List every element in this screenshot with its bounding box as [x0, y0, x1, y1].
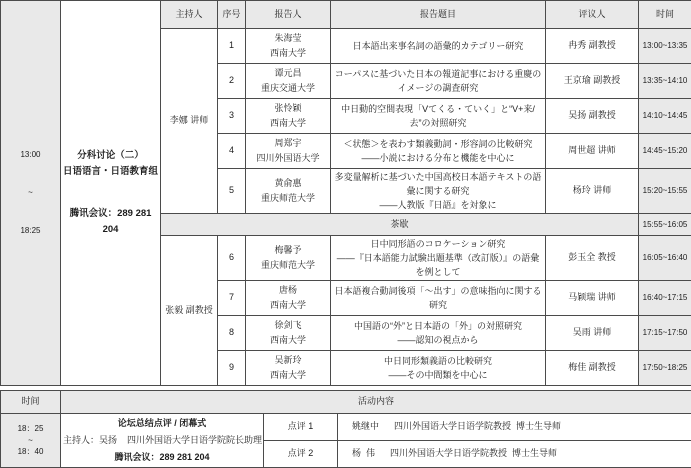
session-title: 分科讨论（二）	[63, 148, 158, 164]
seq-cell: 8	[218, 316, 246, 351]
title-cell	[331, 316, 546, 351]
closing-host-line: 主持人：吴扬 四川外国语大学日语学院院长助理	[63, 432, 261, 449]
presenter-affiliation: 西南大学	[248, 46, 328, 61]
presenter-affiliation: 重庆师范大学	[248, 191, 328, 206]
schedule-header-row	[1, 1, 691, 29]
presenter-cell	[246, 169, 331, 214]
seq-cell: 3	[218, 99, 246, 134]
presenter-affiliation: 重庆师范大学	[248, 258, 328, 273]
comment-person-1: 姚继中 四川外国语大学日语学院教授 博士生导师	[338, 414, 691, 441]
closing-time-tilde: ~	[3, 435, 58, 447]
presenter-affiliation: 西南大学	[248, 333, 328, 348]
closing-summary-cell	[61, 414, 264, 468]
host-cell-2: 张毅 副教授	[161, 236, 218, 386]
time-cell: 17:50~18:25	[639, 351, 691, 386]
presenter-cell	[246, 316, 331, 351]
presenter-cell	[246, 29, 331, 64]
seq-cell: 5	[218, 169, 246, 214]
presenter-name: 梅馨予	[248, 243, 328, 258]
session-meeting-id: 腾讯会议：289 281 204	[63, 206, 158, 238]
title-cell	[331, 236, 546, 281]
presenter-affiliation: 四川外国语大学	[248, 151, 328, 166]
presenter-cell	[246, 99, 331, 134]
session-time-tilde: ~	[3, 187, 58, 199]
closing-col-header-time: 时间	[1, 391, 61, 414]
time-cell: 15:20~15:55	[639, 169, 691, 214]
closing-meeting-id: 腾讯会议：289 281 204	[63, 449, 261, 466]
report-title: 日本語複合動詞後項「〜出す」の意味指向に関する研究	[333, 284, 543, 312]
comment-label-2: 点评 2	[264, 441, 338, 468]
time-cell: 17:15~17:50	[639, 316, 691, 351]
title-cell	[331, 64, 546, 99]
presenter-cell	[246, 64, 331, 99]
time-cell: 14:45~15:20	[639, 134, 691, 169]
seq-cell: 2	[218, 64, 246, 99]
time-cell: 13:00~13:35	[639, 29, 691, 64]
report-title: 中国語の“外”と日本語の「外」の対照研究	[333, 319, 543, 333]
col-header-reviewer: 评议人	[546, 1, 639, 29]
tea-break-time: 15:55~16:05	[639, 214, 691, 236]
report-title: 日中同形語のコロケーション研究	[333, 237, 543, 251]
presenter-cell	[246, 134, 331, 169]
title-cell	[331, 169, 546, 214]
presenter-name: 谭元昌	[248, 66, 328, 81]
seq-cell: 9	[218, 351, 246, 386]
seq-cell: 7	[218, 281, 246, 316]
col-header-host: 主持人	[161, 1, 218, 29]
report-title: ＜状態＞を表わす類義動詞・形容詞の比較研究	[333, 137, 543, 151]
reviewer-cell: 冉秀 副教授	[546, 29, 639, 64]
host-cell-1: 李娜 讲师	[161, 29, 218, 214]
reviewer-cell: 周世超 讲师	[546, 134, 639, 169]
col-header-time: 时间	[639, 1, 691, 29]
session-start-time: 13:00	[3, 149, 58, 161]
session-info-block	[61, 1, 161, 386]
col-header-title: 报告题目	[331, 1, 546, 29]
report-title: 中日動的空間表現「Vてくる・ていく」と“V+来/去”の対照研究	[333, 102, 543, 130]
presenter-name: 周郑宇	[248, 136, 328, 151]
report-subtitle: ——小説における分布と機能を中心に	[333, 151, 543, 165]
reviewer-cell: 吴雨 讲师	[546, 316, 639, 351]
seq-cell: 4	[218, 134, 246, 169]
reviewer-cell: 杨玲 讲师	[546, 169, 639, 214]
closing-time-block	[1, 414, 61, 468]
presenter-name: 唐杨	[248, 283, 328, 298]
report-title: コーパスに基づいた日本の報道記事における重慶のイメージの調査研究	[333, 67, 543, 95]
closing-table	[0, 390, 691, 468]
session-group: 日语语言・日语教育组	[63, 164, 158, 180]
time-cell: 13:35~14:10	[639, 64, 691, 99]
reviewer-cell: 梅佳 副教授	[546, 351, 639, 386]
closing-end-time: 18：40	[3, 446, 58, 458]
report-title: 日本語出来事名詞の語彙的カテゴリー研究	[333, 39, 543, 53]
col-header-presenter: 报告人	[246, 1, 331, 29]
presenter-name: 朱海莹	[248, 31, 328, 46]
title-cell	[331, 351, 546, 386]
comment-person-2: 杨 伟 四川外国语大学日语学院教授 博士生导师	[338, 441, 691, 468]
presenter-cell	[246, 236, 331, 281]
comment-label-1: 点评 1	[264, 414, 338, 441]
title-cell	[331, 134, 546, 169]
presenter-name: 吴新玲	[248, 353, 328, 368]
closing-start-time: 18：25	[3, 423, 58, 435]
closing-row-1	[1, 414, 691, 441]
report-title: 多変量解析に基づいた中国高校日本語テキストの語彙に関する研究	[333, 170, 543, 198]
reviewer-cell: 王京瑜 副教授	[546, 64, 639, 99]
presenter-affiliation: 西南大学	[248, 116, 328, 131]
presenter-name: 黄俞惠	[248, 176, 328, 191]
title-cell	[331, 29, 546, 64]
reviewer-cell: 彭玉全 教授	[546, 236, 639, 281]
report-subtitle: ——その中間類を中心に	[333, 368, 543, 382]
closing-col-header-content: 活动内容	[61, 391, 691, 414]
report-subtitle: ——認知の視点から	[333, 333, 543, 347]
time-cell: 16:05~16:40	[639, 236, 691, 281]
col-header-seq: 序号	[218, 1, 246, 29]
time-cell: 16:40~17:15	[639, 281, 691, 316]
seq-cell: 6	[218, 236, 246, 281]
report-subtitle: ——人教版『日語』を対象に	[333, 198, 543, 212]
presenter-affiliation: 西南大学	[248, 298, 328, 313]
reviewer-cell: 马颖瑞 讲师	[546, 281, 639, 316]
presenter-name: 张怜颖	[248, 101, 328, 116]
session-end-time: 18:25	[3, 225, 58, 237]
time-cell: 14:10~14:45	[639, 99, 691, 134]
tea-break-label: 茶歇	[161, 214, 639, 236]
title-cell	[331, 281, 546, 316]
presenter-affiliation: 西南大学	[248, 368, 328, 383]
presenter-cell	[246, 281, 331, 316]
reviewer-cell: 吴扬 副教授	[546, 99, 639, 134]
seq-cell: 1	[218, 29, 246, 64]
report-subtitle: ——『日本語能力試験出題基準（改訂版）』の語彙を例として	[333, 251, 543, 279]
presenter-affiliation: 重庆交通大学	[248, 81, 328, 96]
report-title: 中日同形類義語の比較研究	[333, 354, 543, 368]
presenter-name: 徐剑飞	[248, 318, 328, 333]
presenter-cell	[246, 351, 331, 386]
closing-title: 论坛总结点评 / 闭幕式	[63, 415, 261, 432]
session-time-block	[1, 1, 61, 386]
title-cell	[331, 99, 546, 134]
closing-header-row	[1, 391, 691, 414]
